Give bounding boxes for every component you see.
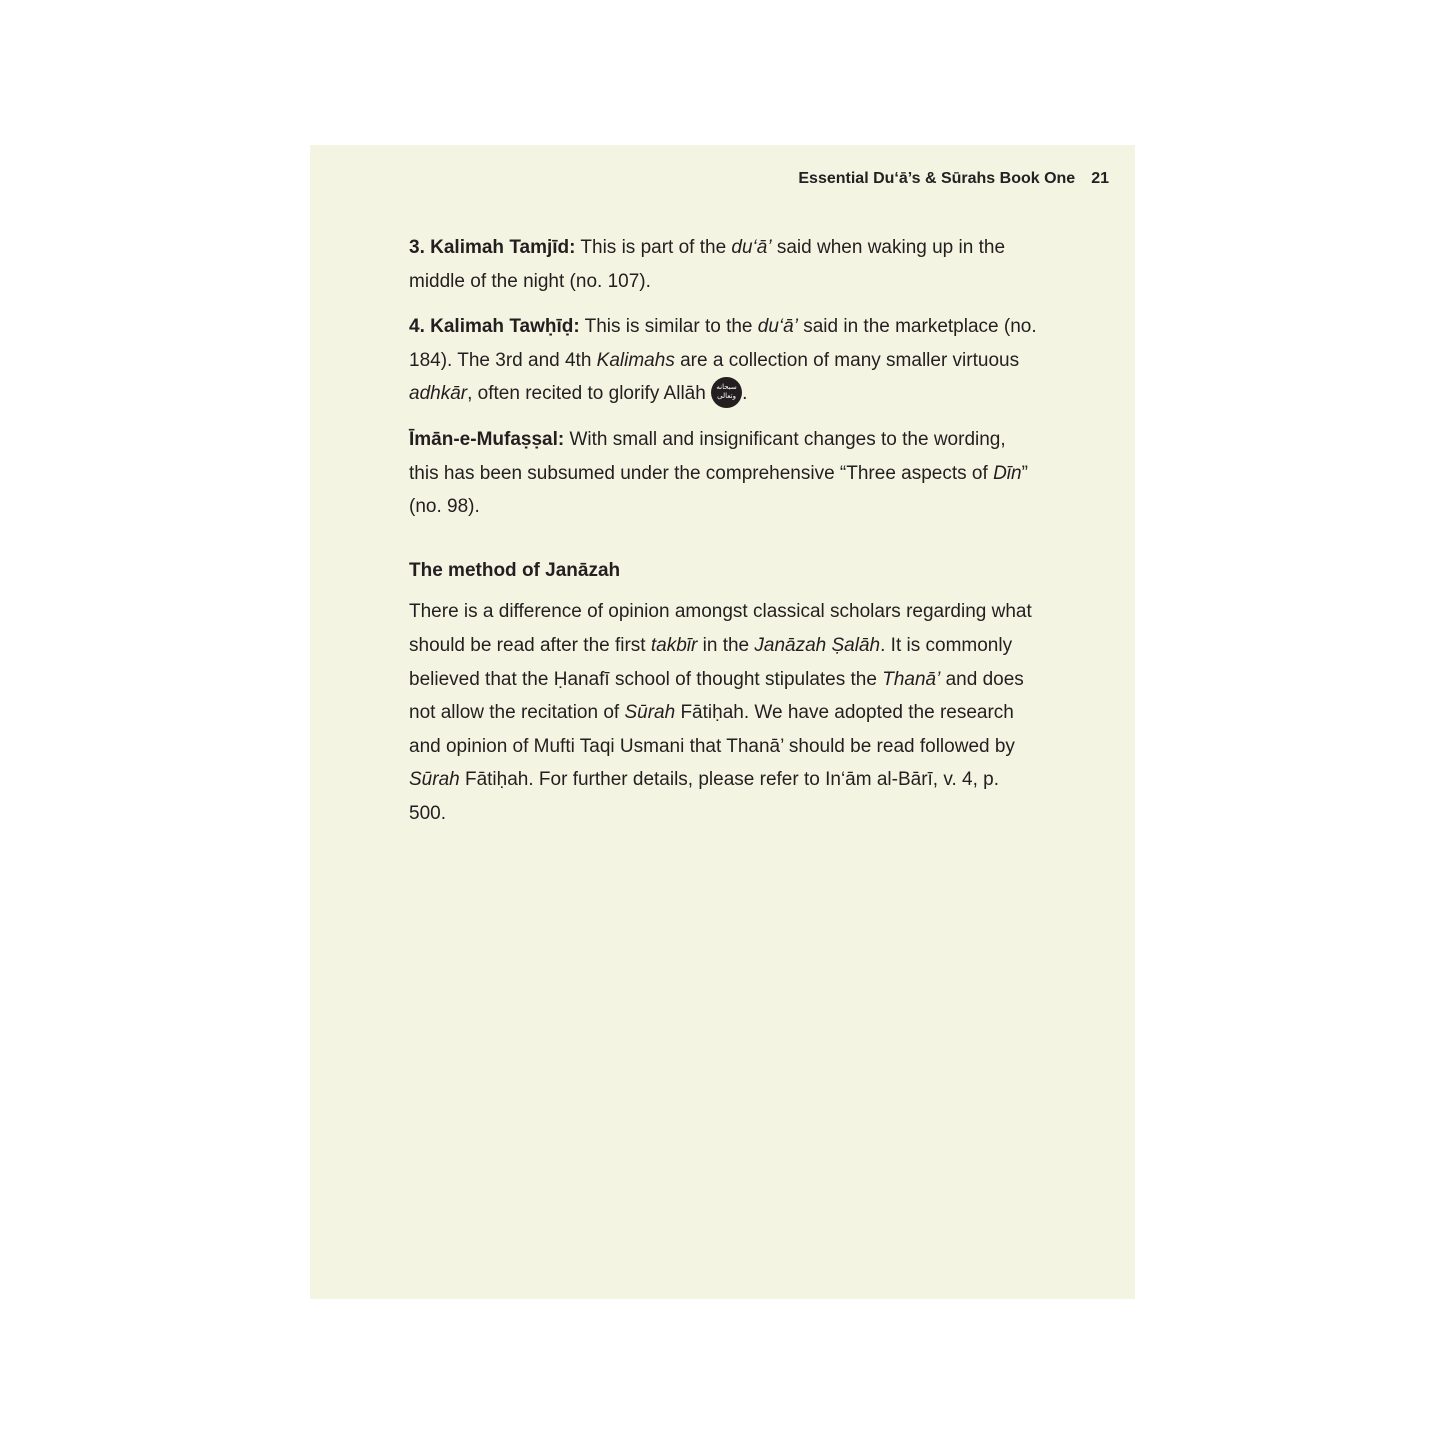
text-run: and does not allow the recitation of [409, 668, 1024, 724]
text-run: . It is commonly believed that the Ḥanafī school of thought stipulates the [409, 634, 1013, 690]
italic-term: du‘ā’ [731, 237, 772, 258]
running-header [798, 170, 1109, 188]
text-run: With small and insignificant changes to the wording, this has been subsumed under the comprehensive “Three aspects of [409, 428, 1006, 484]
text-run: in the [697, 634, 755, 656]
running-title: Essential Du‘ā’s & Sūrahs Book One [798, 170, 1076, 187]
italic-term: Janāzah Ṣalāh [754, 634, 881, 656]
text-run: This is part of the [575, 237, 732, 258]
page-number: 21 [1091, 170, 1109, 187]
italic-term: du‘ā’ [757, 316, 798, 338]
text-run: There is a difference of opinion amongst classical scholars regarding what should be read after the first [409, 601, 1032, 656]
text-run: , often recited to glorify Allāh [467, 383, 712, 405]
term-label: Īmān-e-Mufaṣṣal: [409, 428, 565, 450]
section-heading: The method of Janāzah [409, 559, 621, 581]
paragraph-kalimah-tamjid [409, 231, 1039, 298]
italic-term: Sūrah [409, 769, 460, 791]
italic-term: Thanā’ [882, 668, 941, 690]
text-run: . [742, 383, 748, 405]
term-label: 4. Kalimah Tawḥīḍ: [409, 316, 580, 338]
text-run: ” (no. 98). [409, 462, 1028, 518]
paragraph-iman-e-mufassal [409, 423, 1039, 524]
italic-term: adhkār [409, 383, 468, 405]
text-run: are a collection of many smaller virtuous [674, 349, 1020, 371]
text-run: said in the marketplace (no. 184). The 3rd and 4th [409, 316, 1037, 371]
honorific-seal-icon: سبحانه وتعالى [711, 377, 742, 408]
page-body [409, 231, 1039, 843]
paragraph-janazah-method [409, 595, 1039, 830]
italic-term: Kalimahs [596, 349, 675, 371]
term-label: 3. Kalimah Tamjīd: [409, 237, 576, 258]
text-run: Fātiḥah. We have adopted the research and opinion of Mufti Taqi Usmani that Thanā’ should be read followed by [409, 702, 1015, 757]
text-run: said when waking up in the middle of the night (no. 107). [409, 237, 1006, 292]
italic-term: Dīn [993, 462, 1022, 484]
text-run: Fātiḥah. For further details, please refer to In‘ām al-Bārī, v. 4, p. 500. [409, 769, 999, 824]
book-page [310, 145, 1135, 1299]
paragraph-kalimah-tawhid [409, 310, 1039, 411]
italic-term: Sūrah [624, 702, 676, 724]
text-run: This is similar to the [579, 316, 758, 338]
italic-term: takbīr [650, 634, 698, 656]
